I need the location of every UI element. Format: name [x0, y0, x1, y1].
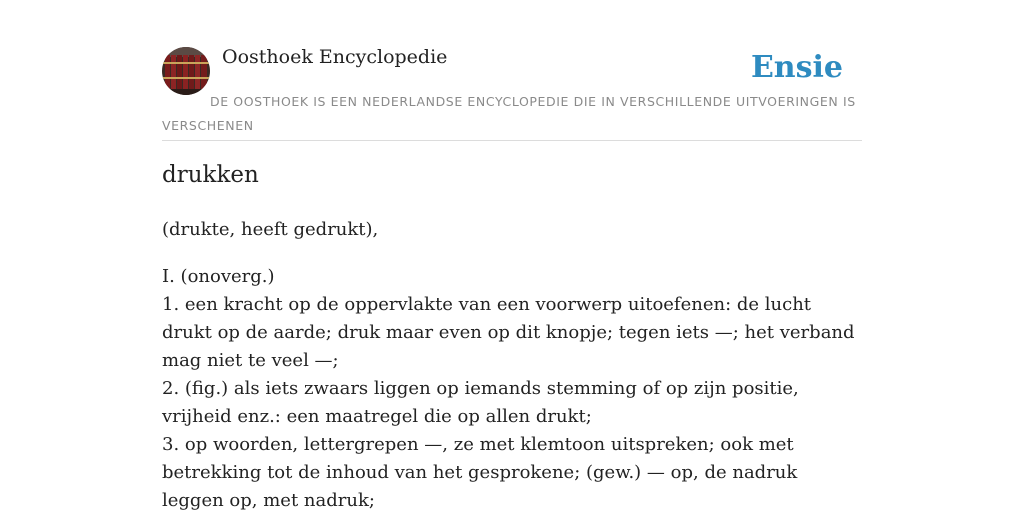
site-header	[162, 0, 862, 141]
definition-line: 1. een kracht op de oppervlakte van een voorwerp uitoefenen: de lucht drukt op de aarde; druk maar even op dit knopje; tegen iets —; het verband mag niet te veel —;	[162, 294, 855, 371]
page-container	[162, 0, 862, 511]
definition-line: 3. op woorden, lettergrepen —, ze met klemtoon uitspreken; ook met betrekking tot de inhoud van het gesprokene; (gew.) — op, de nadruk leggen op, met nadruk;	[162, 434, 798, 511]
site-description: DE OOSTHOEK IS EEN NEDERLANDSE ENCYCLOPEDIE DIE IN VERSCHILLENDE UITVOERINGEN IS VERSCHENEN	[162, 94, 856, 133]
definition-line: 2. (fig.) als iets zwaars liggen op iemands stemming of op zijn positie, vrijheid enz.: een maatregel die op allen drukt;	[162, 378, 799, 427]
definition-line: I. (onoverg.)	[162, 266, 275, 287]
entry-grammar: (drukte, heeft gedrukt),	[162, 219, 379, 240]
ensie-logo[interactable]: Ensie	[750, 50, 843, 85]
encyclopedia-books-icon[interactable]	[162, 47, 210, 95]
entry-title: drukken	[162, 162, 259, 188]
entry-definitions	[162, 263, 862, 512]
site-name-link[interactable]: Oosthoek Encyclopedie	[222, 46, 448, 68]
